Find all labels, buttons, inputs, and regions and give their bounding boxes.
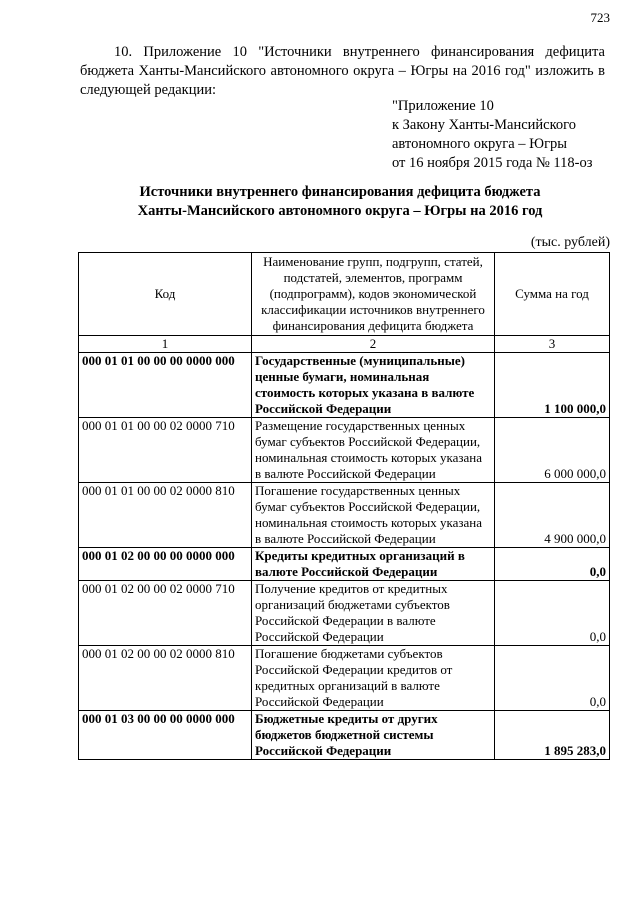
units-label: (тыс. рублей) xyxy=(530,235,610,250)
row-name: Кредиты кредитных организаций в валюте Российской Федерации xyxy=(252,548,495,581)
row-name: Погашение государственных ценных бумаг субъектов Российской Федерации, номинальная стоимость которых указана в валюте Российской Федерации xyxy=(252,483,495,548)
title-line: Ханты-Мансийского автономного округа – Югры на 2016 год xyxy=(137,203,543,219)
row-amount: 1 100 000,0 xyxy=(495,353,610,418)
table-row xyxy=(79,711,610,760)
document-title xyxy=(60,183,620,221)
row-amount: 4 900 000,0 xyxy=(495,483,610,548)
table-header-row xyxy=(79,253,610,336)
table-row xyxy=(79,418,610,483)
row-code: 000 01 02 00 00 02 0000 710 xyxy=(79,581,252,646)
appendix-reference xyxy=(392,97,622,173)
row-name: Получение кредитов от кредитных организаций бюджетами субъектов Российской Федерации в валюте Российской Федерации xyxy=(252,581,495,646)
header-code: Код xyxy=(79,253,252,336)
appendix-ref-line: автономного округа – Югры xyxy=(392,136,568,152)
row-name: Размещение государственных ценных бумаг субъектов Российской Федерации, номинальная стоимость которых указана в валюте Российской Федерации xyxy=(252,418,495,483)
column-number-row xyxy=(79,336,610,353)
row-amount: 0,0 xyxy=(495,581,610,646)
row-code: 000 01 03 00 00 00 0000 000 xyxy=(79,711,252,760)
row-amount: 1 895 283,0 xyxy=(495,711,610,760)
appendix-ref-line: к Закону Ханты-Мансийского xyxy=(392,117,577,133)
financing-sources-table xyxy=(78,252,610,760)
table-row xyxy=(79,548,610,581)
column-number: 1 xyxy=(79,336,252,353)
appendix-ref-line: "Приложение 10 xyxy=(392,98,494,114)
row-code: 000 01 01 00 00 02 0000 810 xyxy=(79,483,252,548)
table-row xyxy=(79,483,610,548)
intro-paragraph: 10. Приложение 10 "Источники внутреннего финансирования дефицита бюджета Ханты-Мансийского автономного округа – Югры на 2016 год" изложить в следующей редакции: xyxy=(80,44,605,98)
row-name: Погашение бюджетами субъектов Российской Федерации кредитов от кредитных организаций в валюте Российской Федерации xyxy=(252,646,495,711)
row-name: Государственные (муниципальные) ценные бумаги, номинальная стоимость которых указана в валюте Российской Федерации xyxy=(252,353,495,418)
row-code: 000 01 01 00 00 02 0000 710 xyxy=(79,418,252,483)
row-amount: 0,0 xyxy=(495,548,610,581)
table-row xyxy=(79,646,610,711)
row-amount: 6 000 000,0 xyxy=(495,418,610,483)
row-name: Бюджетные кредиты от других бюджетов бюджетной системы Российской Федерации xyxy=(252,711,495,760)
header-name: Наименование групп, подгрупп, статей, подстатей, элементов, программ (подпрограмм), кодов экономической классификации источников внутреннего финансирования дефицита бюджета xyxy=(252,253,495,336)
title-line: Источники внутреннего финансирования дефицита бюджета xyxy=(139,184,541,200)
row-code: 000 01 01 00 00 00 0000 000 xyxy=(79,353,252,418)
row-code: 000 01 02 00 00 00 0000 000 xyxy=(79,548,252,581)
column-number: 2 xyxy=(252,336,495,353)
table-row xyxy=(79,581,610,646)
row-code: 000 01 02 00 00 02 0000 810 xyxy=(79,646,252,711)
page-number: 723 xyxy=(590,10,610,25)
row-amount: 0,0 xyxy=(495,646,610,711)
table-row xyxy=(79,353,610,418)
header-amount: Сумма на год xyxy=(495,253,610,336)
column-number: 3 xyxy=(495,336,610,353)
appendix-ref-line: от 16 ноября 2015 года № 118-оз xyxy=(392,155,593,171)
